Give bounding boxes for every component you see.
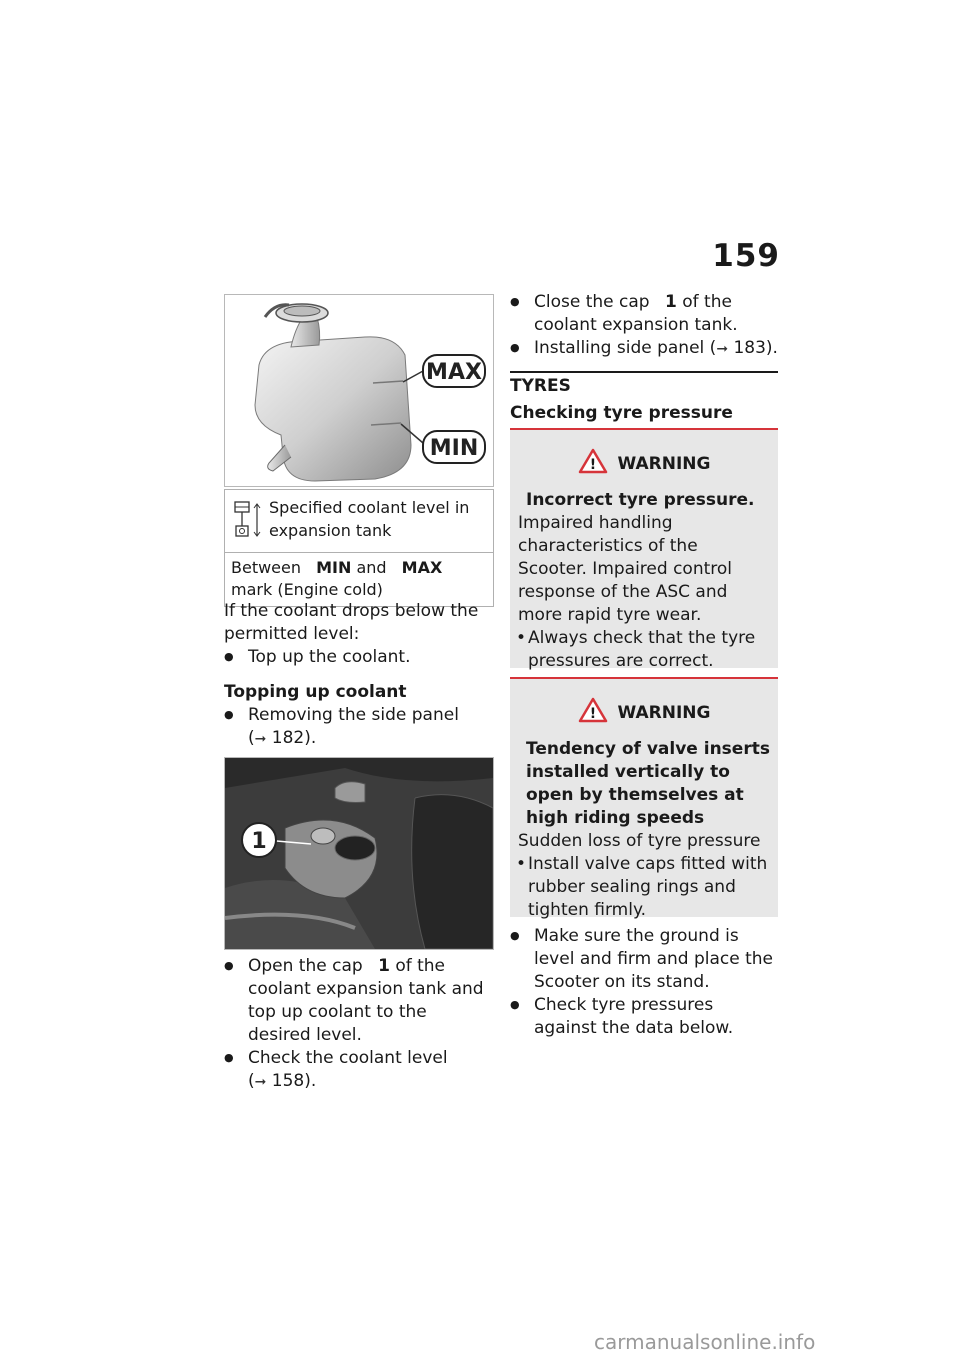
section-rule: [510, 371, 778, 373]
ref-158[interactable]: 158).: [271, 1071, 317, 1091]
step-top-up: ● Top up the coolant.: [224, 646, 494, 669]
warning-title: WARNING: [617, 703, 711, 723]
warning-triangle-icon: [578, 448, 608, 481]
watermark: carmanualsonline.info: [594, 1330, 816, 1354]
coolant-tank-illustration: [225, 295, 493, 486]
page-number: 159: [712, 238, 780, 274]
page-ref-icon: ➞: [254, 1074, 267, 1090]
step-open-cap: ● Open the cap 1 of the coolant expansion tank and top up coolant to the desired level.: [224, 955, 494, 1047]
step-remove-side-panel: ● Removing the side panel (➞ 182).: [224, 704, 494, 751]
svg-text:!: !: [589, 706, 596, 722]
expansion-tank-cap-figure: [224, 757, 494, 950]
warning-cause: Incorrect tyre pressure.: [526, 490, 755, 510]
step-close-cap: ● Close the cap 1 of the coolant expansion tank.: [510, 291, 780, 337]
callout-1: 1: [251, 829, 267, 854]
checking-tyre-pressure-heading: Checking tyre pressure: [510, 403, 733, 423]
intro-text: If the coolant drops below the permitted level:: [224, 601, 479, 644]
topping-up-heading: Topping up coolant: [224, 682, 407, 702]
svg-text:!: !: [589, 457, 596, 473]
spec-value: Between MIN and MAX mark (Engine cold): [231, 558, 443, 599]
step-check-coolant: ● Check the coolant level (➞ 158).: [224, 1047, 494, 1094]
page-ref-icon: ➞: [254, 731, 267, 747]
warning-action: • Always check that the tyre pressures are correct.: [516, 627, 770, 673]
warning-box-2: [510, 677, 778, 920]
step-install-side-panel: ● Installing side panel (➞ 183).: [510, 337, 780, 361]
min-label: MIN: [429, 436, 479, 461]
warning-cause: Tendency of valve inserts installed vertically to open by themselves at high riding speeds: [526, 739, 770, 828]
max-label: MAX: [426, 360, 482, 385]
ref-183[interactable]: 183).: [733, 338, 778, 358]
cap-photo-illustration: [225, 758, 493, 949]
spec-title: Specified coolant level in expansion tank: [269, 498, 470, 540]
coolant-level-icon: [231, 496, 269, 546]
warning-triangle-icon: [578, 697, 608, 730]
warning-action: • Install valve caps fitted with rubber sealing rings and tighten firmly.: [516, 853, 770, 922]
ref-182[interactable]: 182).: [271, 728, 317, 748]
coolant-tank-figure: [224, 294, 494, 487]
warning-box-1: [510, 428, 778, 671]
warning-text: Sudden loss of tyre pressure: [518, 831, 761, 851]
page-ref-icon: ➞: [716, 341, 729, 357]
warning-title: WARNING: [617, 454, 711, 474]
section-title-tyres: TYRES: [510, 376, 571, 396]
spec-box: [224, 489, 494, 607]
step-ground-level: ● Make sure the ground is level and firm and place the Scooter on its stand.: [510, 925, 780, 994]
warning-text: Impaired handling characteristics of the Scooter. Impaired control response of the ASC and more rapid tyre wear.: [518, 513, 733, 625]
step-check-pressures: ● Check tyre pressures against the data below.: [510, 994, 780, 1040]
